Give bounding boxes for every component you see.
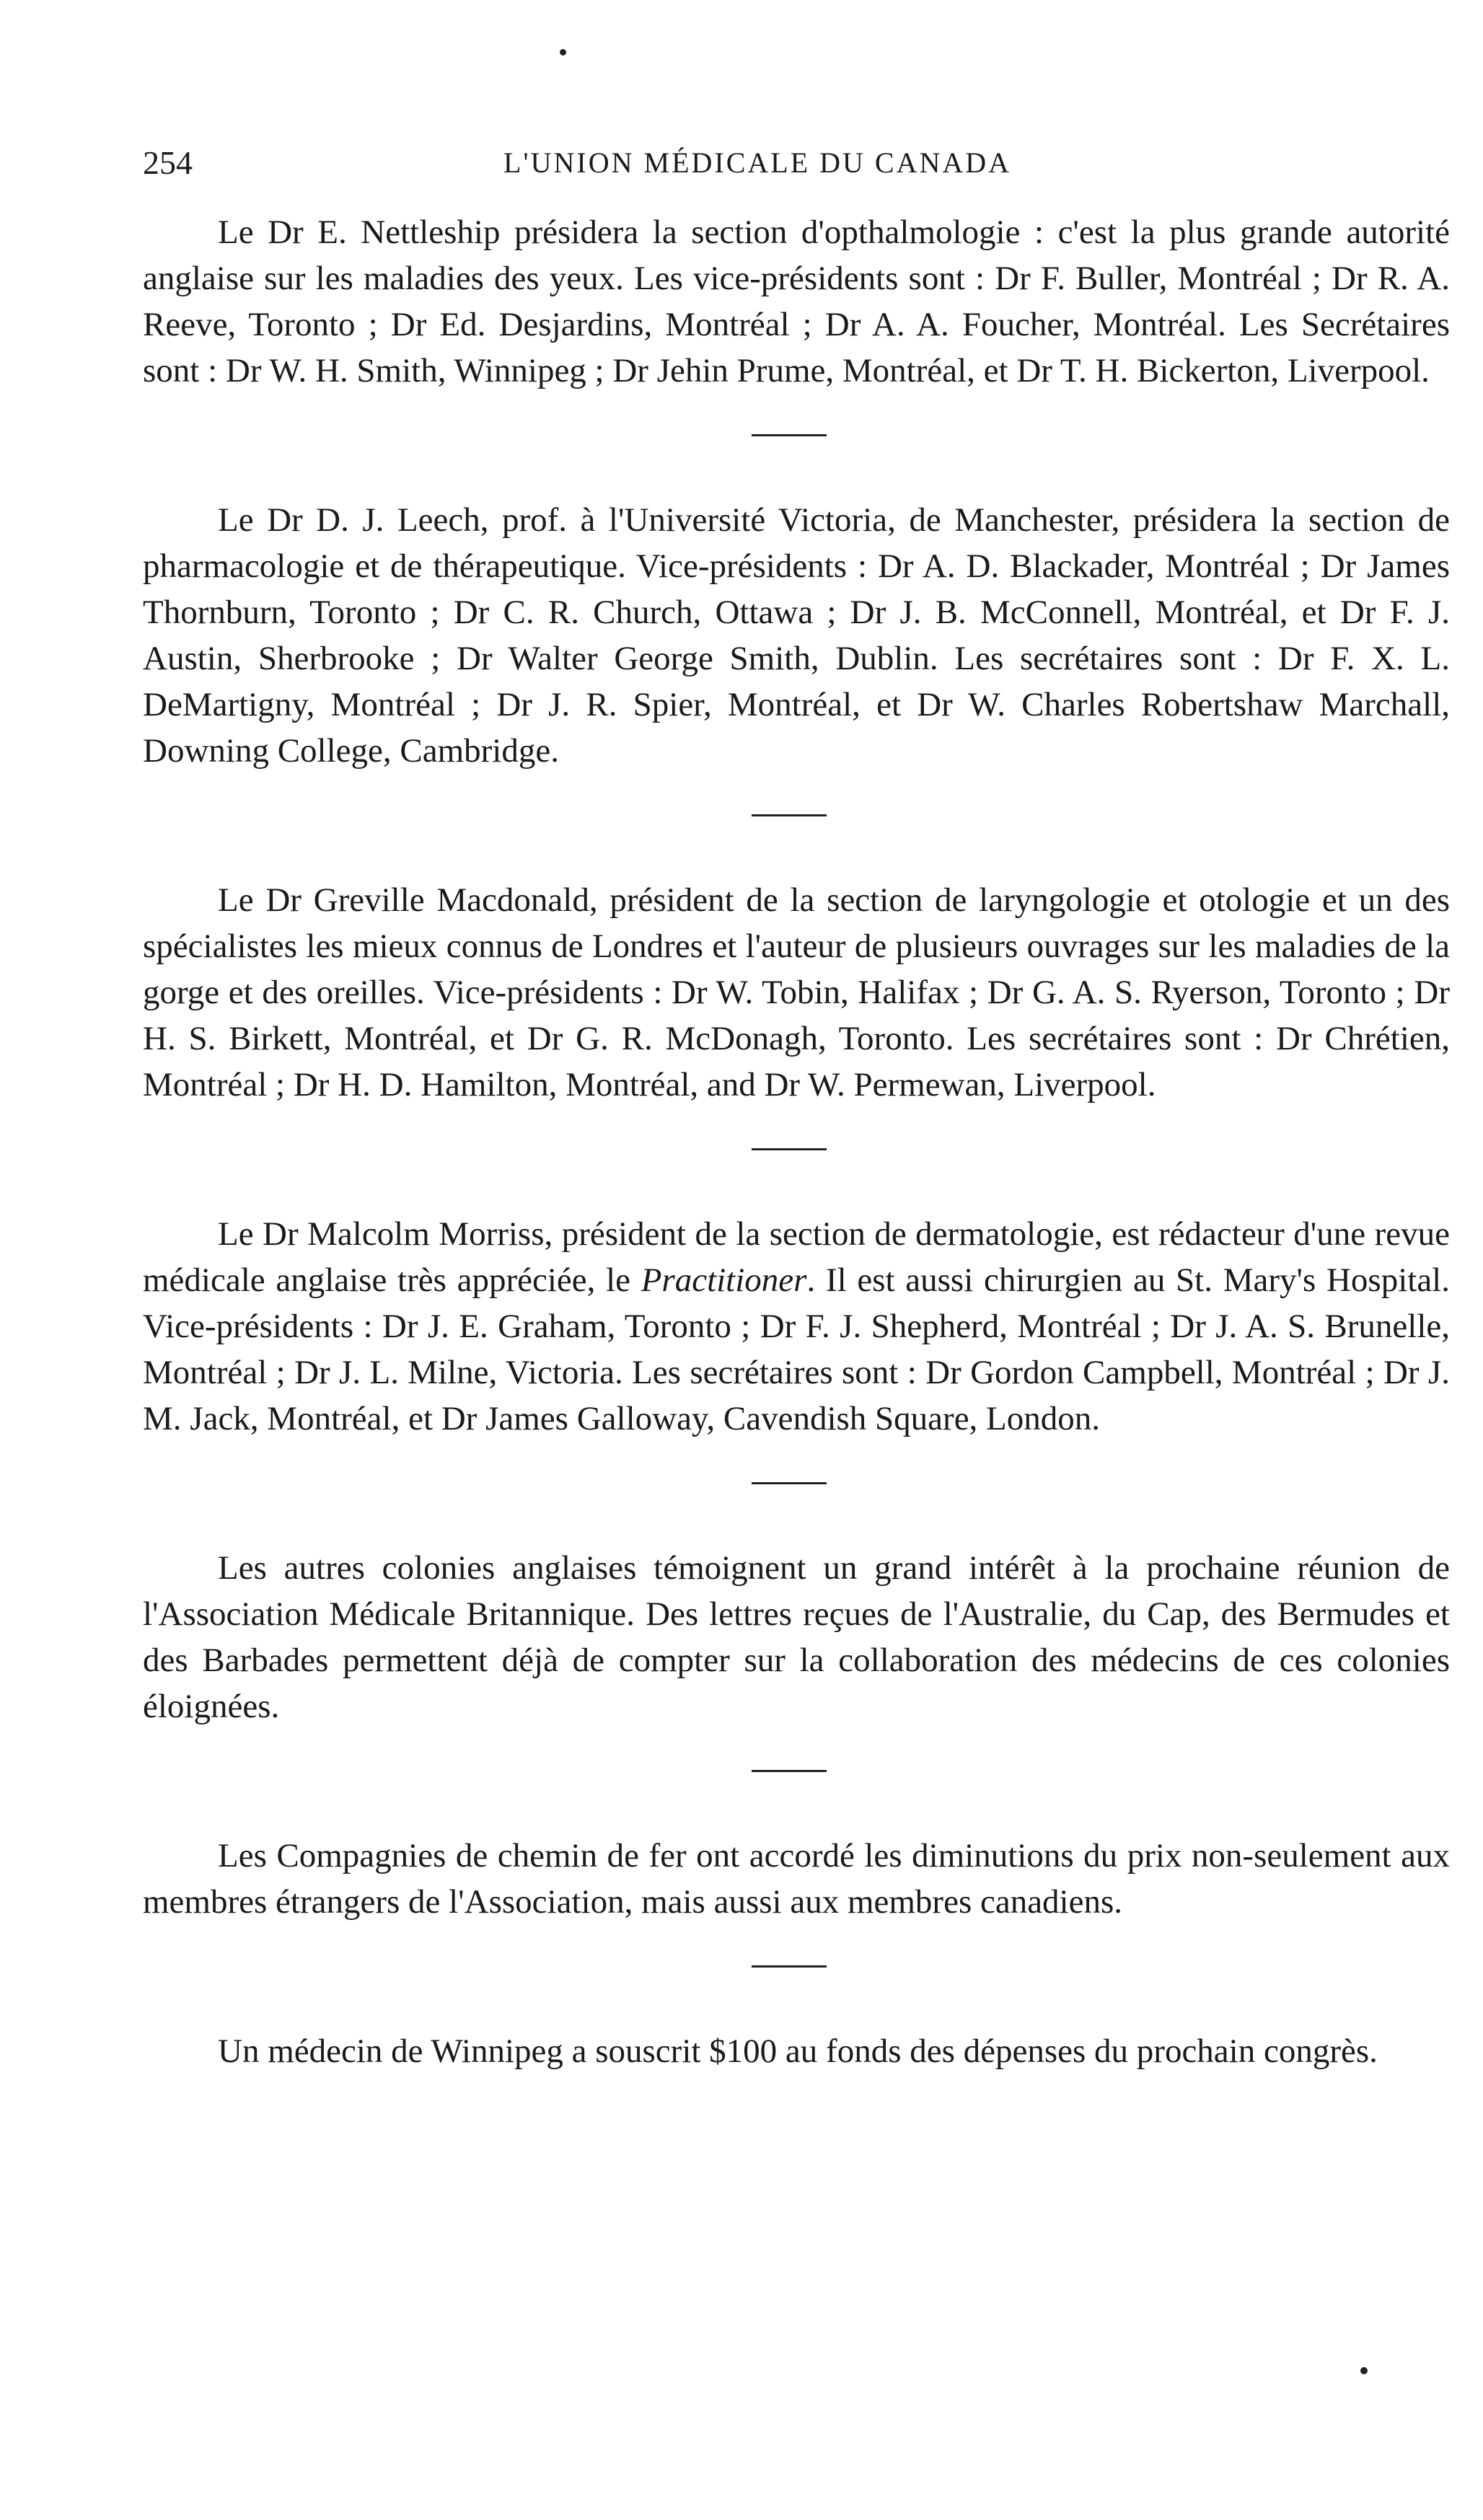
journal-title: Practitioner — [641, 1261, 807, 1299]
ink-speck — [560, 49, 566, 56]
article-body — [143, 209, 1450, 2074]
running-head: L'UNION MÉDICALE DU CANADA — [503, 146, 1012, 179]
page-number: 254 — [143, 144, 193, 181]
page-header — [143, 141, 1450, 185]
paragraph-colonies: Les autres colonies anglaises témoignent un grand intérêt à la prochaine réunion de l'Association Médicale Britannique. Des lettres reçues de l'Australie, du Cap, des Bermudes et des Barbades permettent déjà de compter sur la collaboration des médecins de ces colonies éloignées. — [143, 1549, 1450, 1725]
paragraph-morriss — [143, 1211, 1450, 1442]
paragraph-railways: Les Compagnies de chemin de fer ont accordé les diminutions du prix non-seulement aux membres étrangers de l'Association, mais aussi aux membres canadiens. — [143, 1837, 1450, 1921]
paragraph-leech: Le Dr D. J. Leech, prof. à l'Université Victoria, de Manchester, présidera la section de pharmacologie et de thérapeutique. Vice-présidents : Dr A. D. Blackader, Montréal ; Dr James Thornburn, Toronto ; Dr C. R. Church, Ottawa ; Dr J. B. McConnell, Montréal, et Dr F. J. Austin, Sherbrooke ; Dr Walter George Smith, Dublin. Les secrétaires sont : Dr F. X. L. DeMartigny, Montréal ; Dr J. R. Spier, Montréal, et Dr W. Charles Robertshaw Marchall, Downing College, Cambridge. — [143, 501, 1450, 770]
paragraph-macdonald: Le Dr Greville Macdonald, président de la section de laryngologie et otologie et un des spécialistes les mieux connus de Londres et l'auteur de plusieurs ouvrages sur les maladies de la gorge et des oreilles. Vice-présidents : Dr W. Tobin, Halifax ; Dr G. A. S. Ryerson, Toronto ; Dr H. S. Birkett, Montréal, et Dr G. R. McDonagh, Toronto. Les secrétaires sont : Dr Chrétien, Montréal ; Dr H. D. Hamilton, Montréal, and Dr W. Permewan, Liverpool. — [143, 881, 1450, 1103]
ink-speck — [1360, 2367, 1368, 2374]
morriss-text-end: . Il est aussi chirurgien au St. Mary's Hospital. Vice-présidents : Dr J. E. Graham, Toronto ; Dr F. J. Shepherd, Montréal ; Dr J. A. S. Brunelle, Montréal ; Dr J. L. Milne, Victoria. Les secrétaires sont : Dr Gordon Campbell, Montréal ; Dr J. M. Jack, Montréal, et Dr James Galloway, Cavendish Square, London. — [143, 1261, 1450, 1437]
morriss-text-start: Le Dr Malcolm Morriss, président de la section de dermatologie, est rédacteur d'une revue médicale anglaise très appréciée, le — [143, 1215, 1450, 1299]
paragraph-nettleship: Le Dr E. Nettleship présidera la section d'opthalmologie : c'est la plus grande autorité anglaise sur les maladies des yeux. Les vice-présidents sont : Dr F. Buller, Montréal ; Dr R. A. Reeve, Toronto ; Dr Ed. Desjardins, Montréal ; Dr A. A. Foucher, Montréal. Les Secrétaires sont : Dr W. H. Smith, Winnipeg ; Dr Jehin Prume, Montréal, et Dr T. H. Bickerton, Liverpool. — [143, 213, 1450, 389]
paragraph-winnipeg: Un médecin de Winnipeg a souscrit $100 au fonds des dépenses du prochain congrès. — [218, 2032, 1378, 2070]
